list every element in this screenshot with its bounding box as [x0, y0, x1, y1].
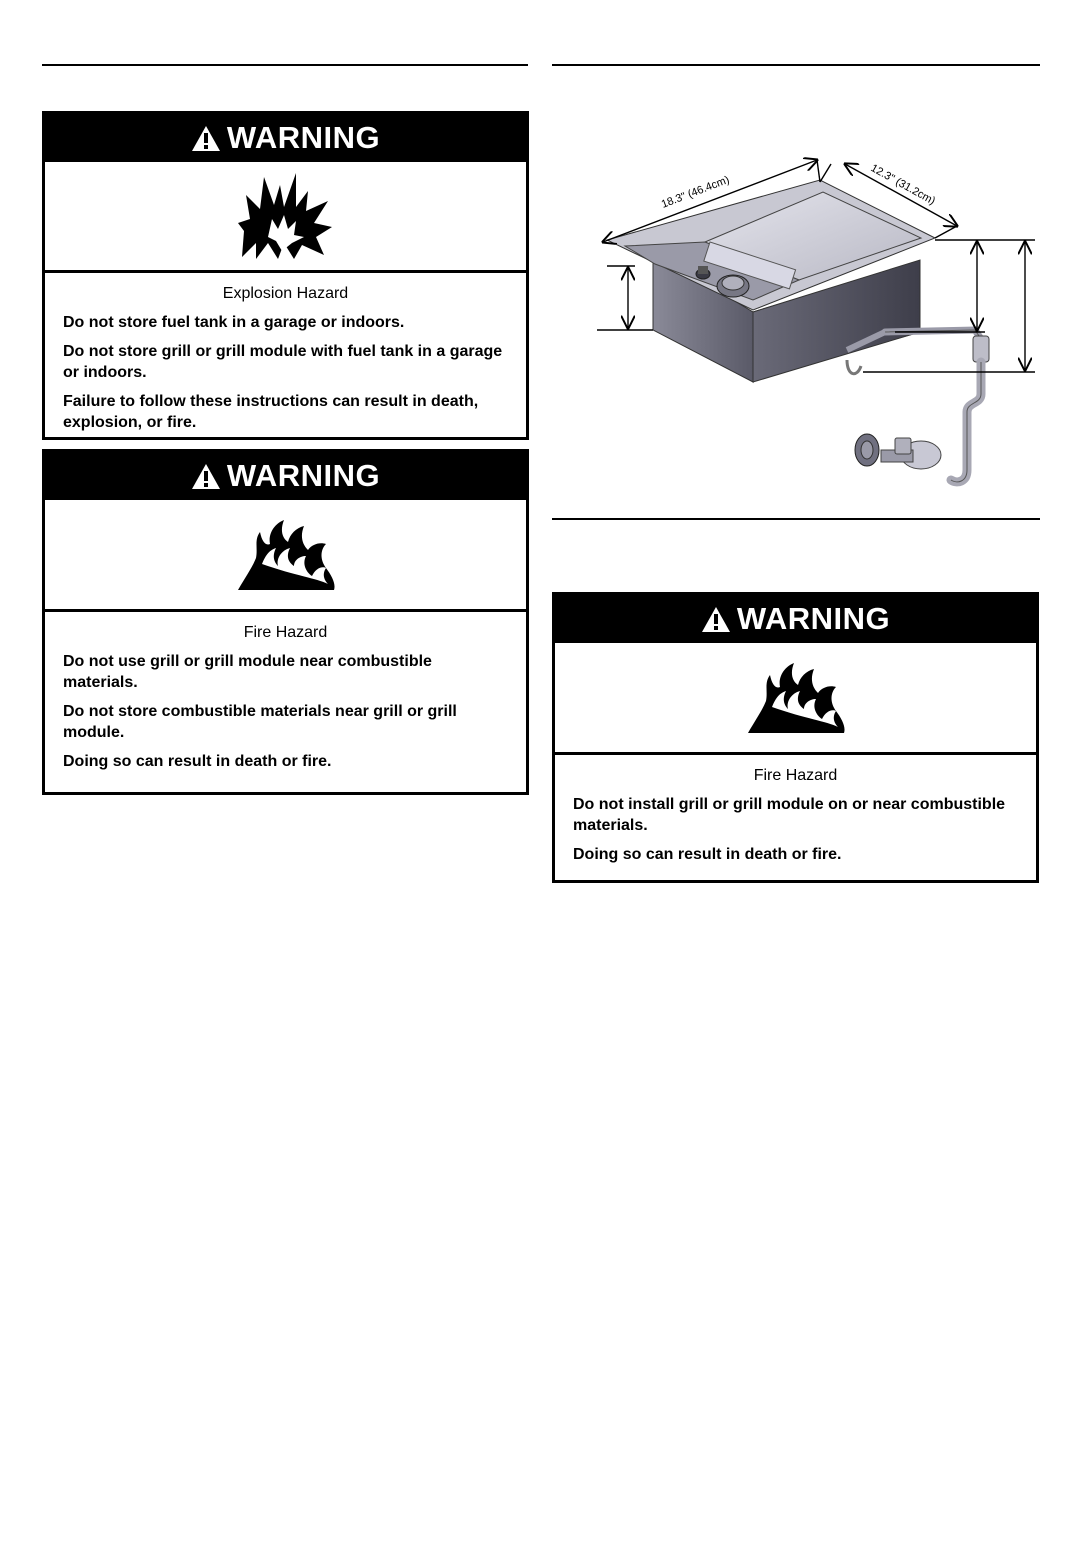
fire-icon	[236, 518, 336, 592]
warning-title: Explosion Hazard	[222, 285, 349, 302]
warning-title: Fire Hazard	[243, 624, 328, 641]
warning-line: Do not store combustible materials near grill or grill module.	[63, 703, 457, 741]
warning-label: WARNING	[226, 120, 381, 155]
warning-header	[555, 595, 1036, 643]
warning-header	[45, 114, 526, 162]
warning-box-explosion	[42, 111, 529, 440]
warning-line: Failure to follow these instructions can result in death, explosion, or fire.	[63, 393, 479, 431]
fire-icon	[746, 661, 846, 735]
warning-line: Do not store grill or grill module with fuel tank in a garage or indoors.	[63, 343, 503, 381]
fire-pictogram	[45, 500, 526, 612]
section-rule-left	[42, 64, 528, 66]
grill-module-drawing	[607, 180, 989, 482]
warning-label: WARNING	[226, 458, 381, 493]
warning-header	[45, 452, 526, 500]
section-rule-right-lower	[552, 518, 1040, 520]
warning-triangle-icon	[191, 463, 221, 490]
warning-label: WARNING	[736, 601, 891, 636]
width-dimension-label: 18.3" (46.4cm)	[659, 173, 732, 211]
warning-line: Do not install grill or grill module on or near combustible materials.	[573, 796, 1006, 834]
warning-title: Fire Hazard	[753, 767, 838, 784]
warning-box-fire-storage	[42, 449, 529, 795]
warning-box-fire-install	[552, 592, 1039, 883]
warning-line: Doing so can result in death or fire.	[573, 846, 842, 863]
warning-line: Doing so can result in death or fire.	[63, 753, 332, 770]
section-rule-right	[552, 64, 1040, 66]
grill-module-dimension-figure	[585, 150, 1040, 505]
warning-line: Do not store fuel tank in a garage or indoors.	[63, 314, 405, 331]
explosion-pictogram	[45, 162, 526, 273]
warning-triangle-icon	[191, 125, 221, 152]
warning-line: Do not use grill or grill module near combustible materials.	[63, 653, 432, 691]
explosion-icon	[238, 171, 333, 261]
depth-dimension-label: 12.3" (31.2cm)	[868, 162, 938, 208]
fire-pictogram	[555, 643, 1036, 755]
warning-triangle-icon	[701, 606, 731, 633]
